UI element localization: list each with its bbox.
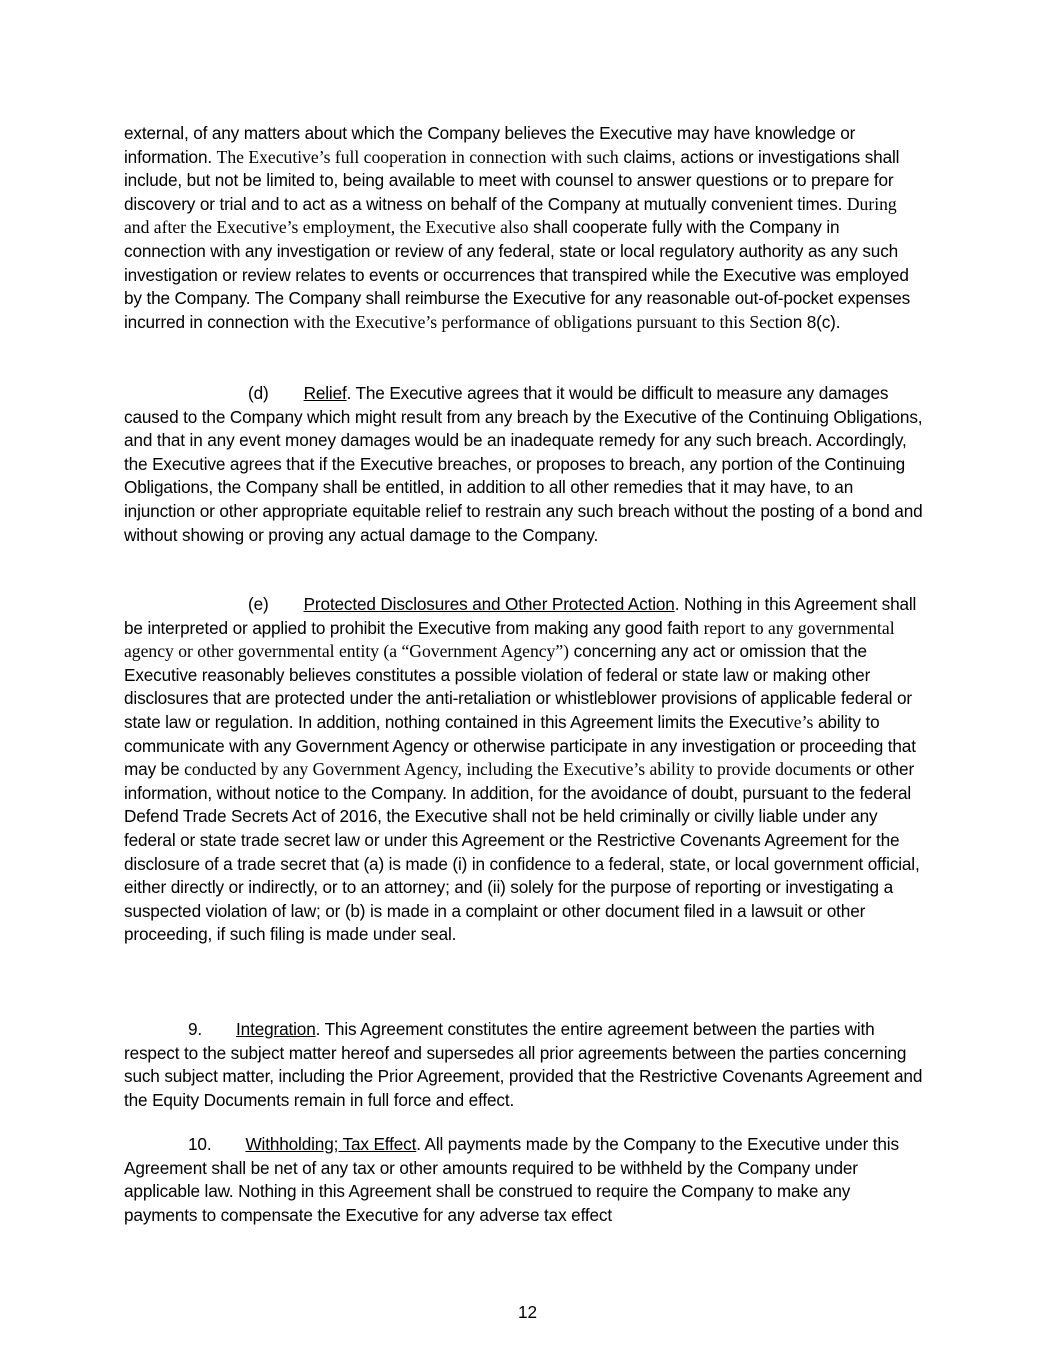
paragraph-relief bbox=[124, 382, 924, 547]
text-run-serif: conducted by any Government Agency, including the Executive’s ability to provide documents bbox=[184, 759, 852, 780]
text-run-serif: During and after the Executive’s employment, the Executive also bbox=[124, 193, 897, 238]
section-heading: Withholding; Tax Effect bbox=[245, 1134, 417, 1154]
paragraph-body: . The Executive agrees that it would be difficult to measure any damages caused to the Company which might result from any breach by the Executive of the Continuing Obligations, and that in any event money damages would be an inadequate remedy for any such breach. Accordingly, the Executive agrees that if the Executive breaches, or proposes to breach, any portion of the Continuing Obligations, the Company shall be entitled, in addition to all other remedies that it may have, to an injunction or other appropriate equitable relief to restrain any such breach without the posting of a bond and without showing or proving any actual damage to the Company. bbox=[124, 383, 923, 545]
section-integration bbox=[124, 1018, 924, 1112]
section-number: 10. bbox=[188, 1134, 212, 1154]
paragraph-body: . All payments made by the Company to the Executive under this Agreement shall be net of any tax or other amounts required to be withheld by the Company under applicable law. Nothing in this Agreement shall be construed to require the Company to make any payments to compensate the Executive for any adverse tax effect bbox=[124, 1134, 899, 1225]
section-heading: Integration bbox=[236, 1019, 316, 1039]
paragraph-cooperation-continued bbox=[124, 122, 924, 334]
text-run-serif: The Executive’s full cooperation in connection with such bbox=[216, 146, 619, 167]
text-run: shall cooperate fully with the Company in connection with any investigation or review of any federal, state or local regulatory authority as any such investigation or review relates to events or occurrences that transpired while the Executive was employed by the Company. The Company shall reimburse the Executive for any reasonable out-of-pocket expenses incurred in connection bbox=[124, 217, 911, 332]
page-number: 12 bbox=[517, 1302, 538, 1322]
subsection-number: (e) bbox=[248, 594, 269, 614]
paragraph-body: . This Agreement constitutes the entire agreement between the parties with respect to the subject matter hereof and supersedes all prior agreements between the parties concerning such subject matter, including the Prior Agreement, provided that the Restrictive Covenants Agreement and the Equity Documents remain in full force and effect. bbox=[124, 1019, 923, 1110]
section-withholding bbox=[124, 1133, 924, 1227]
text-run: or other information, without notice to the Company. In addition, for the avoidance of doubt, pursuant to the federal Defend Trade Secrets Act of 2016, the Executive shall not be held criminally or civilly liable under any federal or state trade secret law or under this Agreement or the Restrictive Covenants Agreement for the disclosure of a trade secret that (a) is made (i) in confidence to a federal, state, or local government official, either directly or indirectly, or to an attorney; and (ii) solely for the purpose of reporting or investigating a suspected violation of law; or (b) is made in a complaint or other document filed in a lawsuit or other proceeding, if such filing is made under seal. bbox=[124, 759, 920, 945]
text-run: ability to communicate with any Government Agency or otherwise participate in any investigation or proceeding that may be bbox=[124, 711, 916, 780]
text-run: ion 8(c). bbox=[779, 311, 841, 332]
subsection-number: (d) bbox=[248, 383, 269, 403]
paragraph-protected-disclosures bbox=[124, 593, 924, 947]
text-run-serif: ive’s bbox=[780, 711, 814, 732]
subsection-heading: Relief bbox=[303, 383, 347, 403]
text-run: claims, actions or investigations shall include, but not be limited to, being available to meet with counsel to answer questions or to prepare for discovery or trial and to act as a witness on behalf of the Company at mutually convenient times. bbox=[124, 146, 900, 214]
text-run: external, of any matters about which the Company believes the Executive may have knowledge or information. bbox=[124, 123, 856, 167]
text-run-serif: with the Executive’s performance of obligations pursuant to this Sect bbox=[293, 311, 780, 332]
text-run-serif: report to any governmental agency or other governmental entity (a “Government Agency”) bbox=[124, 617, 895, 662]
subsection-heading: Protected Disclosures and Other Protected Action bbox=[303, 594, 675, 614]
text-run: . Nothing in this Agreement shall be interpreted or applied to prohibit the Executive from making any good faith bbox=[124, 594, 917, 638]
text-run: concerning any act or omission that the Executive reasonably believes constitutes a possible violation of federal or state law or making other disclosures that are protected under the anti-retaliation or whistleblower provisions of applicable federal or state law or regulation. In addition, nothing contained in this Agreement limits the Execut bbox=[124, 641, 912, 732]
section-number: 9. bbox=[188, 1019, 203, 1039]
